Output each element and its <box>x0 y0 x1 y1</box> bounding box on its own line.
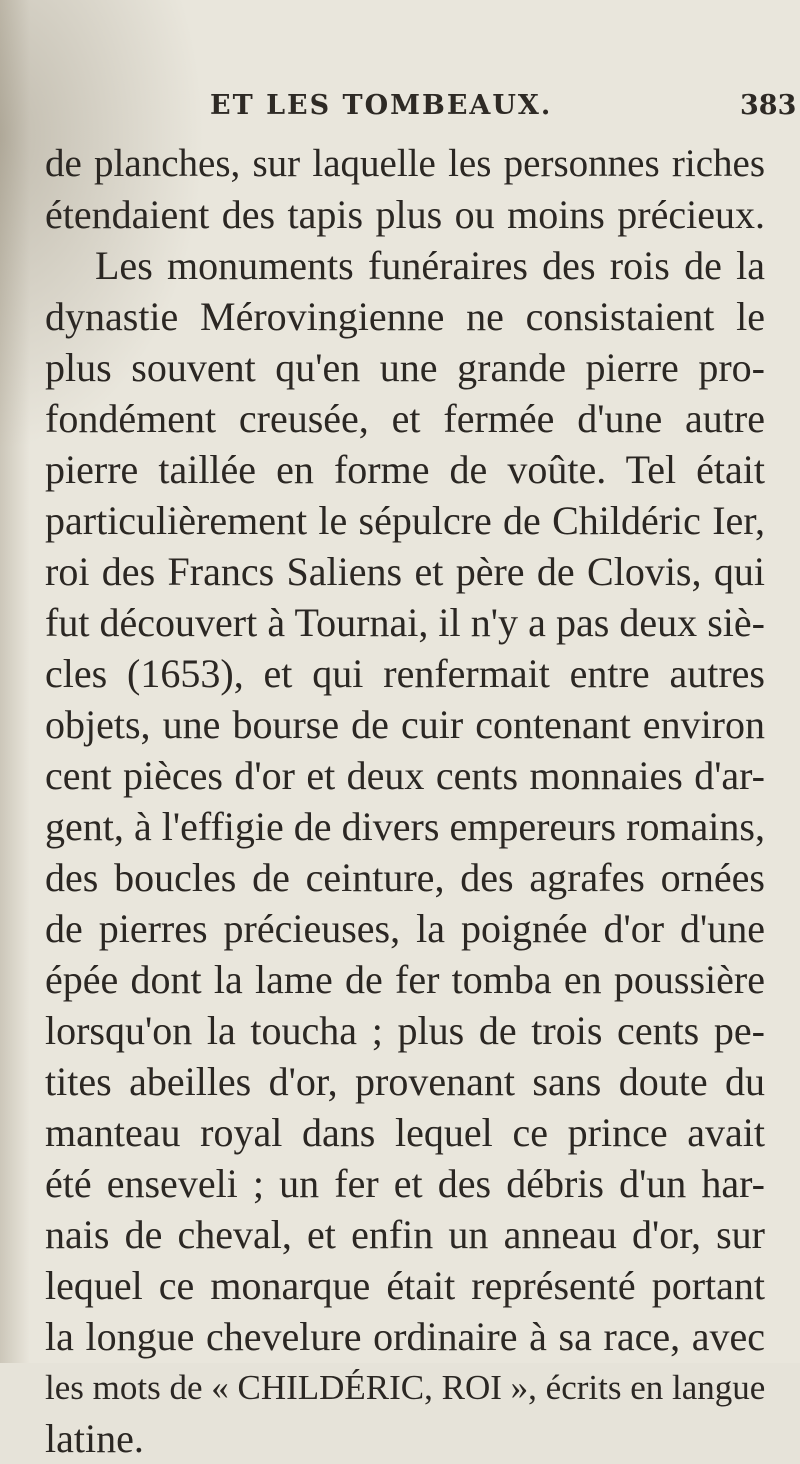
text-line: les mots de « CHILDÉRIC, ROI », écrits en langue <box>45 1368 766 1407</box>
text-line: pierre taillée en forme de voûte. Tel était <box>45 447 765 492</box>
running-title: ET LES TOMBEAUX. <box>210 90 553 121</box>
text-line: la longue chevelure ordinaire à sa race, avec <box>45 1314 765 1359</box>
text-line: objets, une bourse de cuir contenant environ <box>45 702 765 747</box>
body-text <box>45 138 765 1464</box>
text-line: lequel ce monarque était représenté portant <box>45 1263 765 1308</box>
text-line: tites abeilles d'or, provenant sans doute du <box>45 1059 765 1104</box>
text-line: de pierres précieuses, la poignée d'or d'une <box>45 906 765 951</box>
text-line: de planches, sur laquelle les personnes riches <box>45 142 765 185</box>
text-line: Les monuments funéraires des rois de la <box>95 243 765 288</box>
text-line: manteau royal dans lequel ce prince avait <box>45 1110 765 1155</box>
text-line: lorsqu'on la toucha ; plus de trois cents pe- <box>45 1008 765 1053</box>
page-header <box>0 90 800 130</box>
text-line: fut découvert à Tournai, il n'y a pas deux siè- <box>45 600 765 645</box>
text-line: dynastie Mérovingienne ne consistaient le <box>45 294 765 339</box>
text-line: roi des Francs Saliens et père de Clovis, qui <box>45 549 765 594</box>
text-line: latine. <box>45 1416 144 1461</box>
text-line: nais de cheval, et enfin un anneau d'or, sur <box>45 1212 765 1257</box>
text-line: épée dont la lame de fer tomba en poussière <box>45 957 765 1002</box>
text-line: cles (1653), et qui renfermait entre autres <box>45 651 765 696</box>
text-line: fondément creusée, et fermée d'une autre <box>45 396 765 441</box>
text-line: plus souvent qu'en une grande pierre pro- <box>45 345 765 390</box>
text-line: été enseveli ; un fer et des débris d'un har- <box>45 1161 765 1206</box>
text-line: cent pièces d'or et deux cents monnaies d'ar- <box>45 753 765 798</box>
page-number: 383 <box>740 90 797 121</box>
text-line: des boucles de ceinture, des agrafes ornées <box>45 855 765 900</box>
text-line: particulièrement le sépulcre de Childéric Ier, <box>45 498 765 543</box>
text-line: étendaient des tapis plus ou moins précieux. <box>45 192 765 237</box>
text-line: gent, à l'effigie de divers empereurs romains, <box>45 804 765 849</box>
